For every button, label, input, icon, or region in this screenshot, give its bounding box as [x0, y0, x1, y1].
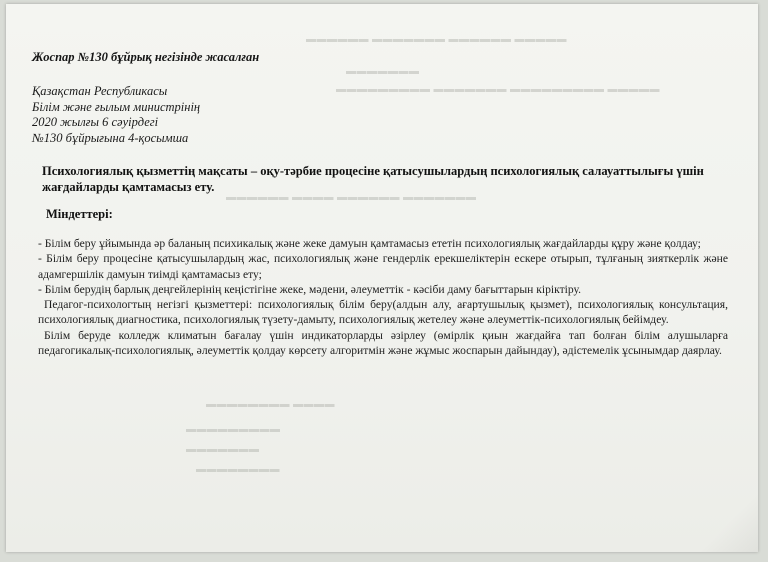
approval-block [32, 84, 200, 146]
paragraph: Педагог-психологтың негізгі қызметтері: психологиялық білім беру(алдын алу, ағартушылық қызмет), психологиялық консультация, психологиялық диагностика, психологиялық түзету-дамыту, психологиялық жетелеу және әлеуметтік-психологиялық бейімдеу. [38, 298, 728, 327]
bleed-through-text: ▬▬▬▬▬▬ ▬▬▬▬ ▬▬▬▬▬▬ ▬▬▬▬▬▬▬ [226, 192, 477, 203]
bleed-through-text: ▬▬▬▬▬▬▬▬ [196, 464, 280, 475]
bleed-through-text: ▬▬▬▬▬▬▬ [346, 66, 420, 77]
paragraph: - Білім беру ұйымында әр баланың психикалық және жеке дамуын қамтамасыз ететін психологиялық жағдайларды құру және қолдау; [38, 237, 701, 250]
page-shadow [698, 492, 758, 552]
approval-line: Білім және ғылым министрінің [32, 99, 201, 114]
paragraph: Білім беруде колледж климатын бағалау үшін индикаторларды әзірлеу (өмірлік қиын жағдайға тап болған білім алушыларға педагогикалық-психологиялық, әлеуметтік қолдау көрсету алгоритмін және жұмыс жоспарын дайындау), әдістемелік ұсынымдар даярлау. [38, 328, 728, 358]
bleed-through-text: ▬▬▬▬▬▬▬▬▬ [186, 424, 281, 435]
bleed-through-text: ▬▬▬▬▬▬ ▬▬▬▬▬▬▬ ▬▬▬▬▬▬ ▬▬▬▬▬ [306, 34, 567, 45]
bleed-through-text: ▬▬▬▬▬▬▬ [186, 444, 260, 455]
document-page [6, 4, 758, 552]
goal-statement: Психологиялық қызметтің мақсаты – оқу-тәрбие процесіне қатысушылардың психологиялық салауаттылығы үшін жағдайларды қамтамасыз ету. [42, 164, 704, 194]
paragraph: - Білім берудің барлық деңгейлерінің кеңістігіне жеке, мәдени, әлеуметтік - кәсіби даму бағыттарын кіріктіру. [38, 282, 582, 296]
bleed-through-text: ▬▬▬▬▬▬▬▬ ▬▬▬▬ [206, 399, 335, 410]
order-title: Жоспар №130 бұйрық негізінде жасалған [32, 50, 260, 64]
paragraph: - Білім беру процесіне қатысушылардың жас, психологиялық және гендерлік ерекшеліктерін ескере отырып, тұлғаның зияткерлік және адамгершілік дамуын тиімді қамтамасыз ету; [38, 252, 728, 281]
bleed-through-text: ▬▬▬▬▬▬▬▬▬ ▬▬▬▬▬▬▬ ▬▬▬▬▬▬▬▬▬ ▬▬▬▬▬ [336, 84, 660, 95]
approval-line: Қазақстан Республикасы [32, 84, 168, 98]
approval-line: №130 бұйрығына 4-қосымша [32, 130, 189, 145]
tasks-heading: Міндеттері: [46, 207, 113, 221]
approval-line: 2020 жылғы 6 сәуірдегі [32, 115, 159, 129]
body-text [38, 236, 728, 358]
